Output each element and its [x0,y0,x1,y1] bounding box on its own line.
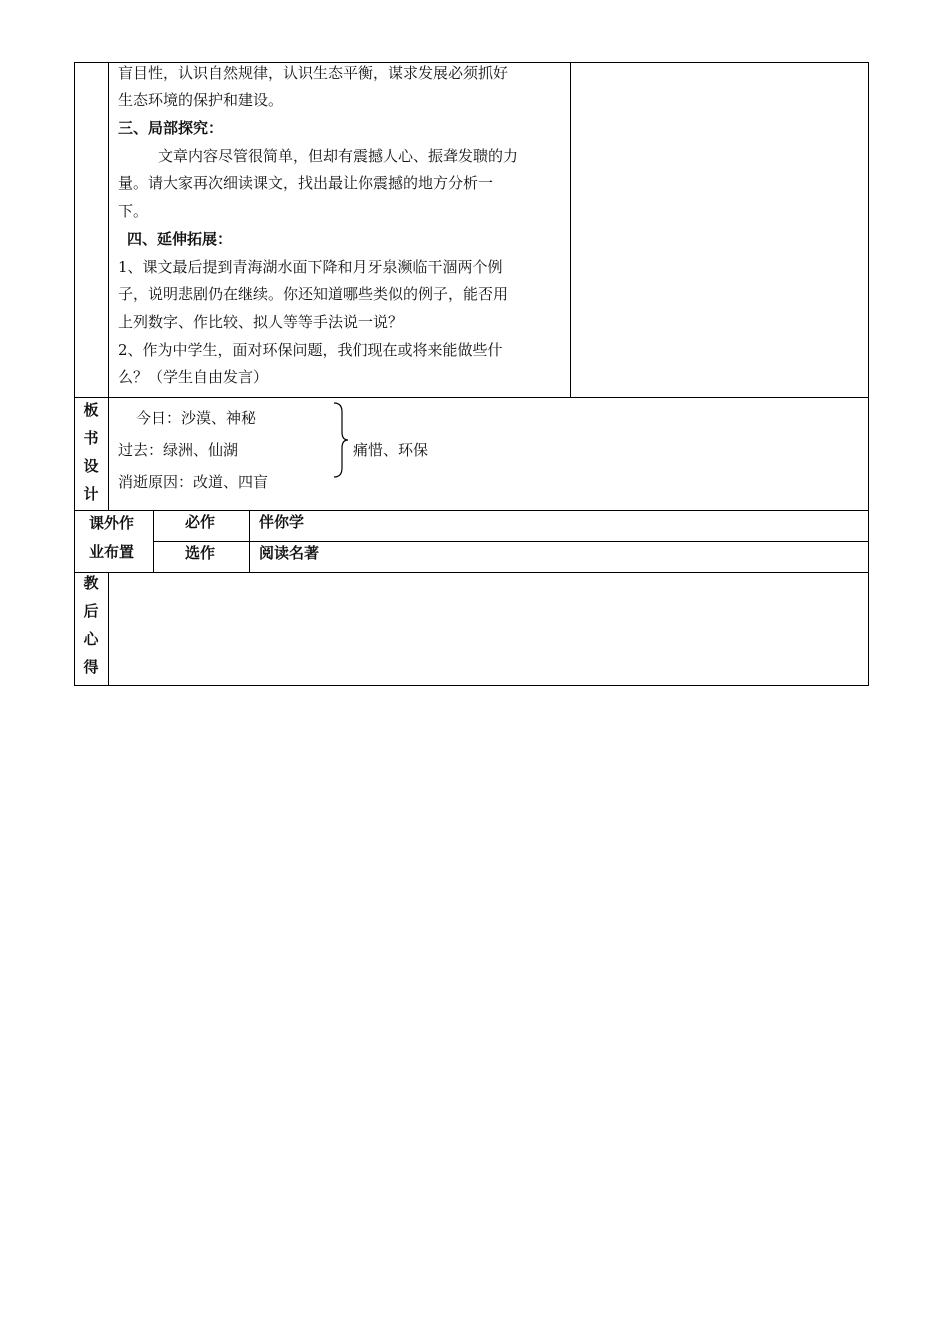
board-summary: 痛惜、环保 [353,441,429,459]
homework-optional-value: 阅读名著 [259,544,320,562]
row1-notes-divider [570,62,571,398]
row1-bottom-border [74,397,869,398]
board-bottom-border [74,510,869,511]
board-line-past: 过去：绿洲、仙湖 [118,441,239,459]
reflection-label-char: 得 [83,658,99,676]
board-design-label [74,396,108,508]
board-label-char: 设 [83,457,99,475]
reflection-label-char: 后 [83,602,99,620]
reflection-label [74,569,108,681]
homework-optional-label: 选作 [185,544,216,562]
homework-required-label: 必作 [185,513,216,531]
section4-line-2: 子，说明悲剧仍在继续。你还知道哪些类似的例子，能否用 [118,285,509,303]
board-label-char: 计 [83,485,99,503]
board-line-reason: 消逝原因：改道、四盲 [118,473,269,491]
board-line-today: 今日：沙漠、神秘 [136,409,257,427]
section4-heading: 四、延伸拓展： [127,230,233,248]
homework-label-line-1: 课外作 [89,514,135,532]
reflection-content-area [109,573,868,685]
section3-line-2: 量。请大家再次细读课文，找出最让你震撼的地方分析一 [118,174,494,192]
row1-label-divider [108,62,109,398]
section4-line-5: 么？（学生自由发言） [118,368,269,386]
section3-heading: 三、局部探究： [118,119,224,137]
section4-line-3: 上列数字、作比较、拟人等等手法说一说？ [118,313,404,331]
homework-label-line-2: 业布置 [89,543,135,561]
homework-required-value: 伴你学 [259,513,305,531]
section3-line-3: 下。 [118,202,149,220]
section4-line-1: 1、课文最后提到青海湖水面下降和月牙泉濒临干涸两个例 [118,258,503,276]
right-brace-icon [330,402,350,478]
homework-inner-divider [153,541,869,542]
section4-line-4: 2、作为中学生，面对环保问题，我们现在或将来能做些什 [118,341,503,359]
board-label-divider [108,397,109,511]
section3-line-1: 文章内容尽管很简单，但却有震撼人心、振聋发聩的力 [158,147,519,165]
reflection-label-char: 教 [83,574,99,592]
lesson-line-2: 生态环境的保护和建设。 [118,91,284,109]
board-label-char: 书 [83,429,99,447]
lesson-line-1: 盲目性，认识自然规律，认识生态平衡，谋求发展必须抓好 [118,64,509,82]
table-right-border [868,62,869,686]
reflection-label-char: 心 [83,630,99,648]
table-bottom-border [74,685,869,686]
board-label-char: 板 [83,401,99,419]
